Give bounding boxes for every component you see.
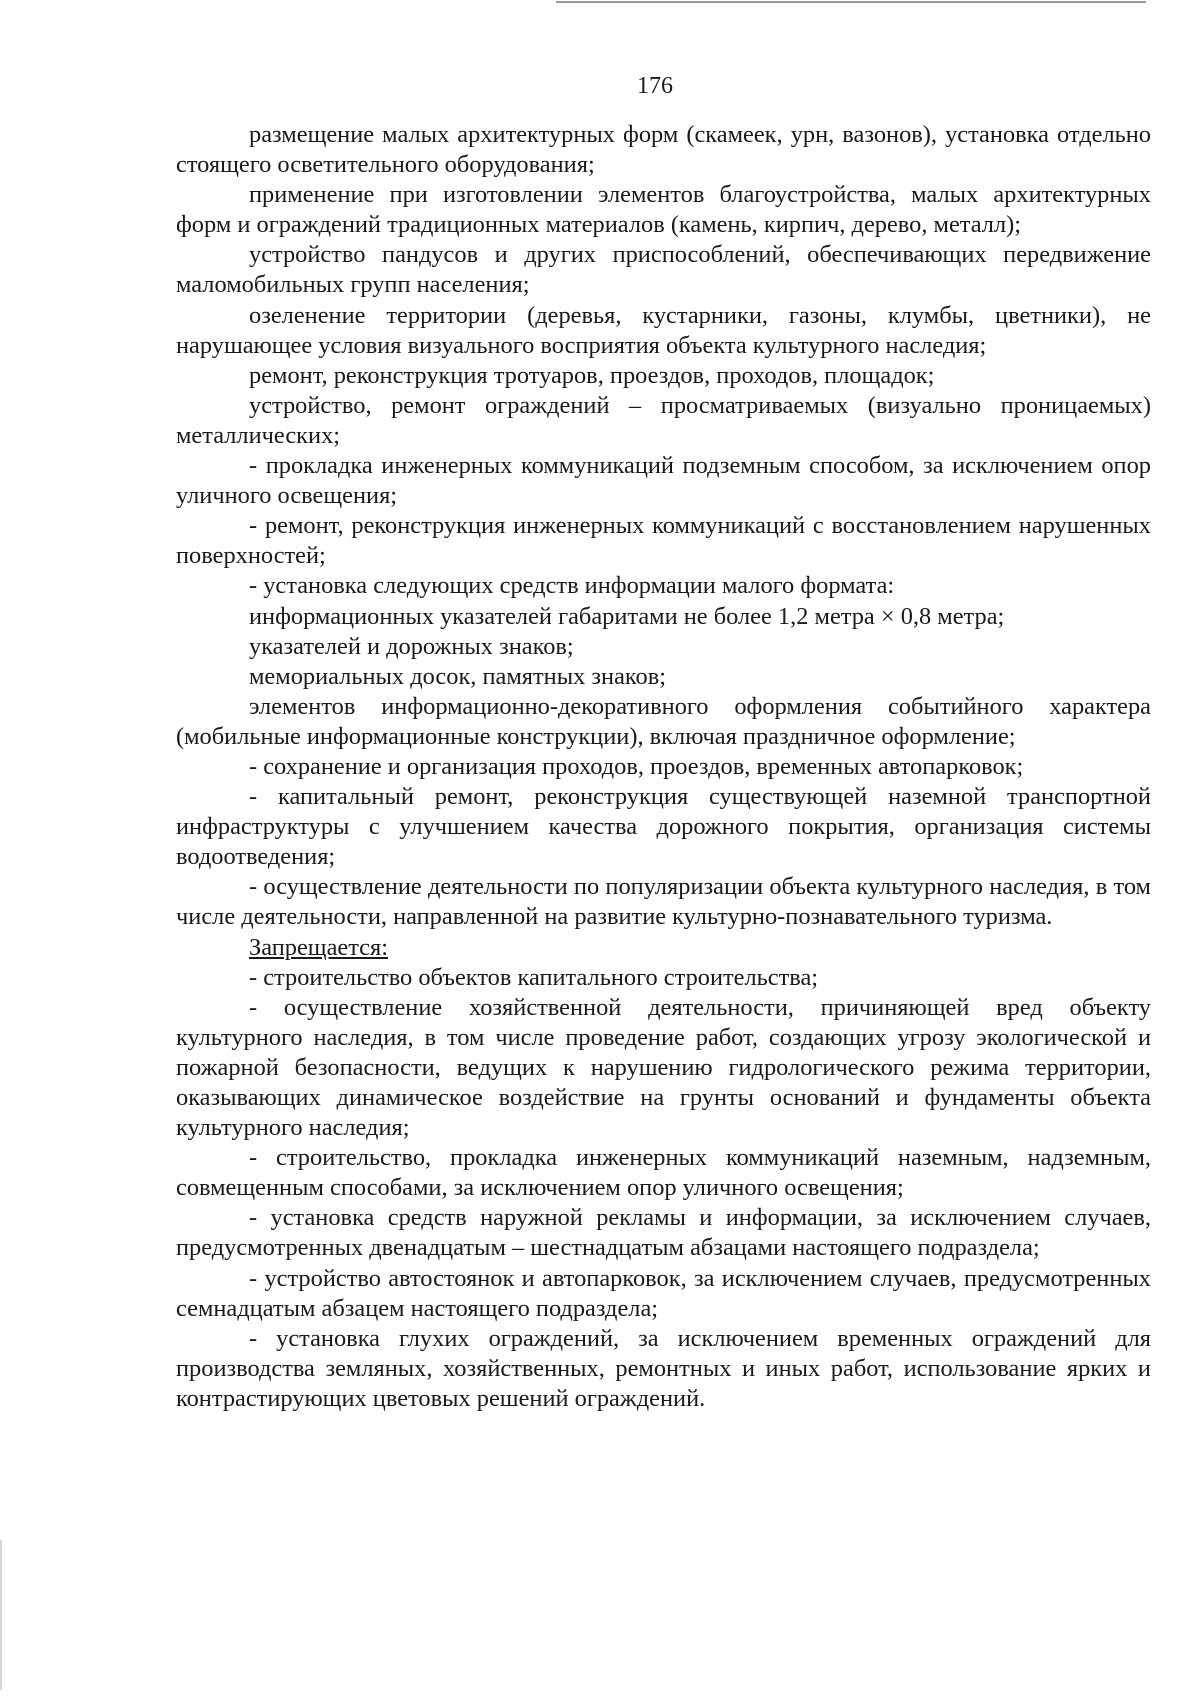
prohibited-heading-text: Запрещается: [249, 933, 389, 961]
paragraph: - устройство автостоянок и автопарковок, за исключением случаев, предусмотренных семнадцатым абзацем настоящего подраздела; [176, 1264, 1151, 1322]
paragraph: ремонт, реконструкция тротуаров, проездов, проходов, площадок; [249, 361, 935, 389]
paragraph: информационных указателей габаритами не более 1,2 метра × 0,8 метра; [249, 602, 1005, 630]
paragraph: устройство, ремонт ограждений – просматриваемых (визуально проницаемых) металлических; [176, 391, 1151, 449]
paragraph: - установка глухих ограждений, за исключением временных ограждений для производства земляных, хозяйственных, ремонтных и иных работ, использование ярких и контрастирующих цветовых решений ограждений. [176, 1324, 1151, 1412]
paragraph: элементов информационно-декоративного оформления событийного характера (мобильные информационные конструкции), включая праздничное оформление; [176, 692, 1151, 750]
paragraph: применение при изготовлении элементов благоустройства, малых архитектурных форм и ограждений традиционных материалов (камень, кирпич, дерево, металл); [176, 181, 1151, 239]
paragraph: озеленение территории (деревья, кустарники, газоны, клумбы, цветники), не нарушающее условия визуального восприятия объекта культурного наследия; [176, 301, 1151, 359]
paragraph: - строительство, прокладка инженерных коммуникаций наземным, надземным, совмещенным способами, за исключением опор уличного освещения; [176, 1144, 1151, 1202]
paragraph: - строительство объектов капитального строительства; [249, 963, 819, 991]
left-scan-edge [0, 1540, 2, 1690]
paragraph: - установка следующих средств информации малого формата: [249, 572, 895, 600]
body-text [176, 120, 1151, 1414]
paragraph: - ремонт, реконструкция инженерных коммуникаций с восстановлением нарушенных поверхностей; [176, 512, 1151, 570]
paragraph: - осуществление хозяйственной деятельности, причиняющей вред объекту культурного наследия, в том числе проведение работ, создающих угрозу экологической и пожарной безопасности, ведущих к нарушению гидрологического режима территории, оказывающих динамическое воздействие на грунты оснований и фундаменты объекта культурного наследия; [176, 993, 1151, 1142]
paragraph: устройство пандусов и других приспособлений, обеспечивающих передвижение маломобильных групп населения; [176, 241, 1151, 299]
paragraph: - сохранение и организация проходов, проездов, временных автопарковок; [249, 752, 1024, 780]
paragraph: размещение малых архитектурных форм (скамеек, урн, вазонов), установка отдельно стоящего осветительного оборудования; [176, 121, 1151, 179]
paragraph: - капитальный ремонт, реконструкция существующей наземной транспортной инфраструктуры с улучшением качества дорожного покрытия, организация системы водоотведения; [176, 783, 1151, 871]
paragraph: - установка средств наружной рекламы и информации, за исключением случаев, предусмотренных двенадцатым – шестнадцатым абзацами настоящего подраздела; [176, 1204, 1151, 1262]
section-heading-prohibited [176, 933, 1151, 963]
page-number: 176 [637, 73, 673, 99]
top-scan-rule [556, 1, 1146, 3]
paragraph: - прокладка инженерных коммуникаций подземным способом, за исключением опор уличного освещения; [176, 452, 1151, 510]
paragraph: мемориальных досок, памятных знаков; [249, 662, 667, 690]
paragraph: указателей и дорожных знаков; [249, 632, 574, 660]
paragraph: - осуществление деятельности по популяризации объекта культурного наследия, в том числе деятельности, направленной на развитие культурно-познавательного туризма. [176, 873, 1151, 931]
